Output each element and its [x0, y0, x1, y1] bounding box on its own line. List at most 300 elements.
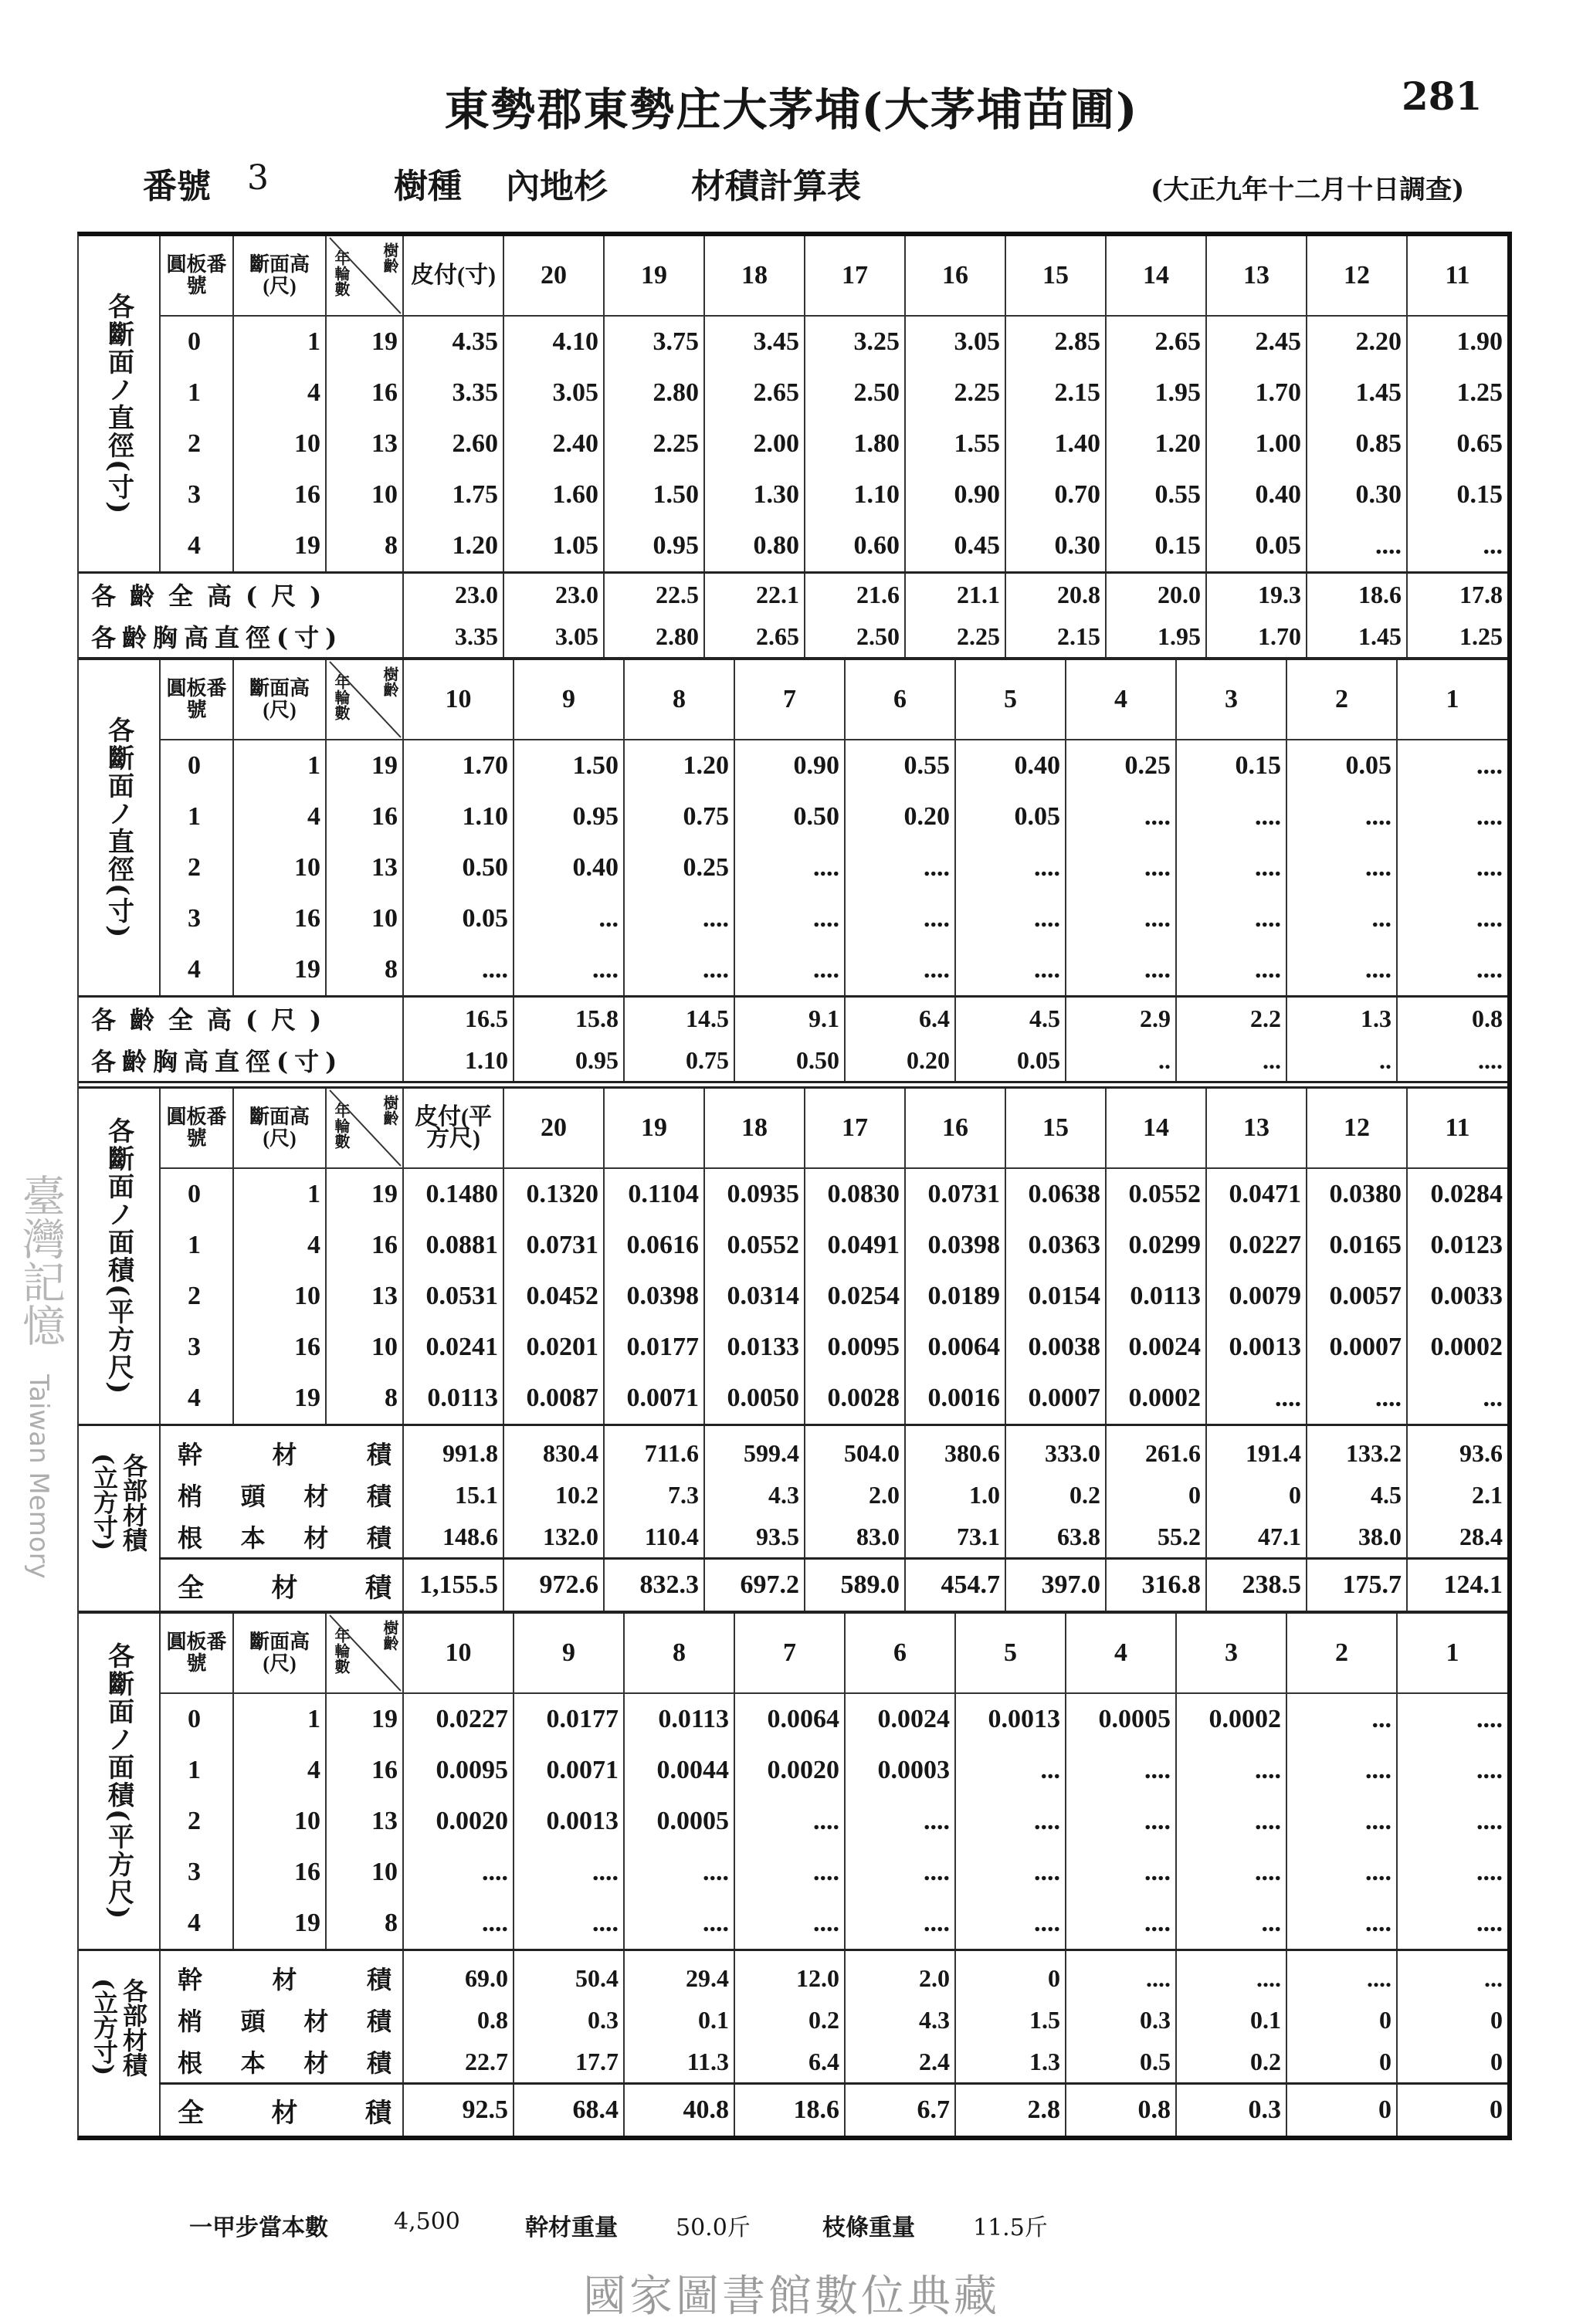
- table-row: [79, 1796, 1507, 1847]
- value-cell: 0.0165: [1307, 1220, 1407, 1271]
- section-height-header: 斷面高(尺): [233, 1089, 326, 1168]
- column-header: 皮付(寸): [403, 236, 503, 316]
- plate-number: 0: [160, 1693, 233, 1745]
- value-cell: 0.1480: [403, 1168, 503, 1220]
- value-cell: 1.10: [805, 469, 905, 520]
- value-cell: 0.8: [403, 1999, 514, 2041]
- stem-volume-row: [79, 1425, 1507, 1475]
- column-header: 11: [1407, 1089, 1507, 1168]
- value-cell: 1.25: [1407, 368, 1507, 418]
- plate-number: 2: [160, 418, 233, 469]
- value-cell: 38.0: [1307, 1516, 1407, 1559]
- tree-age-label: 樹齡: [381, 666, 398, 697]
- value-cell: 0: [1206, 1474, 1307, 1516]
- value-cell: 316.8: [1106, 1559, 1206, 1611]
- value-cell: 2.25: [905, 615, 1005, 657]
- value-cell: 1.10: [403, 1039, 514, 1081]
- value-cell: 0.60: [805, 520, 905, 573]
- ring-count-label: 年輪數: [332, 674, 349, 720]
- value-cell: 1.90: [1407, 316, 1507, 368]
- volume-side-cell: [79, 1950, 160, 2136]
- value-cell: 1,155.5: [403, 1559, 503, 1611]
- table-row: [79, 842, 1507, 893]
- value-cell: 1.20: [624, 740, 734, 791]
- value-cell: ...: [955, 1745, 1066, 1796]
- table-row: [79, 418, 1507, 469]
- value-cell: ....: [1397, 791, 1507, 842]
- value-cell: 0.3: [1176, 2084, 1286, 2136]
- value-cell: 4.3: [704, 1474, 805, 1516]
- value-cell: ....: [624, 944, 734, 997]
- value-cell: 711.6: [604, 1425, 704, 1475]
- diameter-table: [79, 236, 1507, 657]
- value-cell: 1.45: [1307, 368, 1407, 418]
- column-header: 15: [1005, 1089, 1106, 1168]
- value-cell: 68.4: [514, 2084, 624, 2136]
- value-cell: 0.0177: [604, 1322, 704, 1373]
- value-cell: ....: [1286, 1898, 1397, 1950]
- tree-age-label: 樹齡: [381, 1095, 398, 1126]
- value-cell: 0.0005: [624, 1796, 734, 1847]
- plate-number: 1: [160, 1220, 233, 1271]
- value-cell: 0.95: [514, 1039, 624, 1081]
- section-height: 4: [233, 791, 326, 842]
- plate-number-header: 圓板番號: [160, 660, 233, 740]
- value-cell: 0.0020: [734, 1745, 845, 1796]
- value-cell: ....: [1176, 791, 1286, 842]
- value-cell: ....: [624, 893, 734, 944]
- section-height: 10: [233, 842, 326, 893]
- value-cell: 0.0314: [704, 1271, 805, 1322]
- value-cell: 2.15: [1005, 615, 1106, 657]
- column-header: 13: [1206, 1089, 1307, 1168]
- branch-weight-value: 11.5斤: [973, 2214, 1048, 2241]
- section-height: 4: [233, 1220, 326, 1271]
- diameter-table: [79, 660, 1507, 1081]
- value-cell: 148.6: [403, 1516, 503, 1559]
- top-volume-label: 梢頭材積: [160, 1999, 403, 2041]
- value-cell: 73.1: [905, 1516, 1005, 1559]
- value-cell: ..: [1286, 1039, 1397, 1081]
- ring-count: 10: [326, 469, 403, 520]
- taiwan-memory-watermark: 臺灣記憶: [15, 1174, 66, 1347]
- value-cell: 0.05: [1206, 520, 1307, 573]
- table-row: [79, 469, 1507, 520]
- value-cell: ....: [514, 944, 624, 997]
- value-cell: 0.0050: [704, 1373, 805, 1425]
- value-cell: 0.30: [1005, 520, 1106, 573]
- ring-count: 16: [326, 368, 403, 418]
- ring-age-header: [326, 1614, 403, 1693]
- value-cell: 0.0005: [1066, 1693, 1176, 1745]
- value-cell: 6.7: [845, 2084, 955, 2136]
- ring-age-header: [326, 660, 403, 740]
- value-cell: 3.05: [905, 316, 1005, 368]
- value-cell: 110.4: [604, 1516, 704, 1559]
- plate-number: 0: [160, 740, 233, 791]
- column-header: 皮付(平方尺): [403, 1089, 503, 1168]
- value-cell: 0.0189: [905, 1271, 1005, 1322]
- value-cell: ....: [1397, 842, 1507, 893]
- value-cell: 0.0881: [403, 1220, 503, 1271]
- value-cell: 19.3: [1206, 573, 1307, 616]
- value-cell: 2.80: [604, 368, 704, 418]
- header-row: [79, 1614, 1507, 1693]
- ring-count: 10: [326, 893, 403, 944]
- section-height: 10: [233, 418, 326, 469]
- value-cell: 0.0079: [1206, 1271, 1307, 1322]
- value-cell: 0.0044: [624, 1745, 734, 1796]
- number-value: 3: [247, 158, 269, 198]
- value-cell: 2.45: [1206, 316, 1307, 368]
- all-volume-label: 全材積: [160, 2084, 403, 2136]
- column-header: 2: [1286, 660, 1397, 740]
- table-row: [79, 1271, 1507, 1322]
- value-cell: 12.0: [734, 1950, 845, 2000]
- value-cell: 9.1: [734, 997, 845, 1040]
- ring-count-label: 年輪數: [332, 250, 349, 296]
- ring-count: 8: [326, 1898, 403, 1950]
- value-cell: 0.40: [955, 740, 1066, 791]
- value-cell: ....: [1397, 1745, 1507, 1796]
- plate-number: 4: [160, 944, 233, 997]
- section-height: 16: [233, 1322, 326, 1373]
- value-cell: 0.0013: [1206, 1322, 1307, 1373]
- plate-number-header: 圓板番號: [160, 1089, 233, 1168]
- value-cell: 0.0024: [1106, 1322, 1206, 1373]
- column-header: 17: [805, 1089, 905, 1168]
- column-header: 3: [1176, 1614, 1286, 1693]
- value-cell: 1.55: [905, 418, 1005, 469]
- value-cell: ....: [1066, 1745, 1176, 1796]
- value-cell: 0.3: [514, 1999, 624, 2041]
- value-cell: 0.3: [1066, 1999, 1176, 2041]
- value-cell: 0.1: [624, 1999, 734, 2041]
- value-cell: 22.7: [403, 2041, 514, 2084]
- table-row: [79, 1693, 1507, 1745]
- column-header: 9: [514, 660, 624, 740]
- value-cell: ....: [734, 1847, 845, 1898]
- trees-per-kou-label: 一甲步當本數: [189, 2214, 328, 2241]
- value-cell: ....: [1397, 1039, 1507, 1081]
- table-row: [79, 944, 1507, 997]
- plate-number: 4: [160, 1373, 233, 1425]
- ring-count: 19: [326, 1693, 403, 1745]
- ring-count-label: 年輪數: [332, 1103, 349, 1149]
- value-cell: 2.9: [1066, 997, 1176, 1040]
- value-cell: 3.75: [604, 316, 704, 368]
- value-cell: ....: [1397, 740, 1507, 791]
- value-cell: 0.0113: [624, 1693, 734, 1745]
- value-cell: 0.65: [1407, 418, 1507, 469]
- column-header: 8: [624, 660, 734, 740]
- value-cell: 1.10: [403, 791, 514, 842]
- value-cell: 0.0064: [734, 1693, 845, 1745]
- value-cell: ....: [403, 944, 514, 997]
- column-header: 5: [955, 1614, 1066, 1693]
- value-cell: 10.2: [503, 1474, 604, 1516]
- value-cell: 830.4: [503, 1425, 604, 1475]
- taiwan-memory-watermark-en: Taiwan Memory: [23, 1374, 54, 1579]
- value-cell: 1.3: [1286, 997, 1397, 1040]
- value-cell: 2.65: [704, 615, 805, 657]
- plate-number: 3: [160, 469, 233, 520]
- header-row: [79, 1089, 1507, 1168]
- plate-number-header: 圓板番號: [160, 236, 233, 316]
- value-cell: 2.40: [503, 418, 604, 469]
- ring-count: 19: [326, 1168, 403, 1220]
- total-height-row: [79, 573, 1507, 616]
- value-cell: ....: [1066, 944, 1176, 997]
- value-cell: ....: [1066, 1950, 1176, 2000]
- value-cell: 0.0380: [1307, 1168, 1407, 1220]
- value-cell: ....: [734, 893, 845, 944]
- value-cell: 0.15: [1407, 469, 1507, 520]
- value-cell: 0.85: [1307, 418, 1407, 469]
- value-cell: 18.6: [734, 2084, 845, 2136]
- species-label: 樹種: [394, 167, 462, 206]
- value-cell: 0.95: [604, 520, 704, 573]
- root-volume-label: 根本材積: [160, 2041, 403, 2084]
- stem-volume-row: [79, 1950, 1507, 2000]
- ring-count: 8: [326, 944, 403, 997]
- value-cell: 0.8: [1066, 2084, 1176, 2136]
- tree-age-label: 樹齡: [381, 242, 398, 273]
- value-cell: 22.5: [604, 573, 704, 616]
- table-row: [79, 1745, 1507, 1796]
- all-volume-row: [79, 1559, 1507, 1611]
- section-height: 19: [233, 1373, 326, 1425]
- value-cell: 0.20: [845, 1039, 955, 1081]
- value-cell: 0.0028: [805, 1373, 905, 1425]
- value-cell: 0.50: [734, 1039, 845, 1081]
- value-cell: ....: [1397, 1847, 1507, 1898]
- value-cell: 1.45: [1307, 615, 1407, 657]
- plate-number: 0: [160, 1168, 233, 1220]
- all-volume-label: 全材積: [160, 1559, 403, 1611]
- value-cell: 0.0016: [905, 1373, 1005, 1425]
- value-cell: ...: [1407, 520, 1507, 573]
- ring-count: 10: [326, 1322, 403, 1373]
- column-header: 4: [1066, 660, 1176, 740]
- diameter-side-label: 各斷面ノ直徑(寸): [103, 716, 134, 940]
- archive-watermark: 國家圖書館數位典藏: [583, 2271, 1000, 2322]
- volume-side-label: 各部材積(立方寸): [90, 1977, 148, 2077]
- value-cell: 1.60: [503, 469, 604, 520]
- value-cell: 2.8: [955, 2084, 1066, 2136]
- value-cell: 69.0: [403, 1950, 514, 2000]
- value-cell: 2.1: [1407, 1474, 1507, 1516]
- column-header: 19: [604, 1089, 704, 1168]
- value-cell: 18.6: [1307, 573, 1407, 616]
- value-cell: 0: [1286, 1999, 1397, 2041]
- value-cell: 1.20: [1106, 418, 1206, 469]
- value-cell: ...: [514, 893, 624, 944]
- value-cell: 1.5: [955, 1999, 1066, 2041]
- value-cell: ....: [1307, 520, 1407, 573]
- value-cell: 454.7: [905, 1559, 1005, 1611]
- value-cell: ....: [955, 842, 1066, 893]
- value-cell: 0.0552: [704, 1220, 805, 1271]
- value-cell: ....: [955, 1796, 1066, 1847]
- value-cell: ....: [1307, 1373, 1407, 1425]
- value-cell: 0.50: [403, 842, 514, 893]
- plate-number: 1: [160, 368, 233, 418]
- column-header: 7: [734, 1614, 845, 1693]
- value-cell: ....: [1397, 1796, 1507, 1847]
- value-cell: 16.5: [403, 997, 514, 1040]
- value-cell: 14.5: [624, 997, 734, 1040]
- value-cell: ....: [955, 893, 1066, 944]
- value-cell: 1.75: [403, 469, 503, 520]
- value-cell: ....: [734, 944, 845, 997]
- value-cell: 0.0057: [1307, 1271, 1407, 1322]
- section-height: 1: [233, 740, 326, 791]
- ring-count: 13: [326, 1796, 403, 1847]
- value-cell: 697.2: [704, 1559, 805, 1611]
- value-cell: 0.75: [624, 1039, 734, 1081]
- volume-calculation-table: [77, 232, 1512, 2140]
- table-row: [79, 791, 1507, 842]
- ring-count: 19: [326, 740, 403, 791]
- value-cell: ....: [845, 842, 955, 893]
- value-cell: 2.2: [1176, 997, 1286, 1040]
- ring-age-header: [326, 236, 403, 316]
- value-cell: 0: [1106, 1474, 1206, 1516]
- value-cell: ....: [1286, 944, 1397, 997]
- value-cell: 1.00: [1206, 418, 1307, 469]
- value-cell: ...: [1286, 1693, 1397, 1745]
- value-cell: 0.0398: [604, 1271, 704, 1322]
- root-volume-row: [79, 1516, 1507, 1559]
- value-cell: ....: [1286, 842, 1397, 893]
- value-cell: ...: [1176, 1039, 1286, 1081]
- section-height: 19: [233, 944, 326, 997]
- value-cell: ....: [734, 1898, 845, 1950]
- value-cell: ....: [1066, 1796, 1176, 1847]
- value-cell: 0.0491: [805, 1220, 905, 1271]
- column-header: 18: [704, 1089, 805, 1168]
- value-cell: 50.4: [514, 1950, 624, 2000]
- value-cell: ....: [1066, 842, 1176, 893]
- value-cell: 0.0552: [1106, 1168, 1206, 1220]
- value-cell: 0.45: [905, 520, 1005, 573]
- value-cell: 2.50: [805, 615, 905, 657]
- value-cell: 0.40: [1206, 469, 1307, 520]
- value-cell: 0.0002: [1106, 1373, 1206, 1425]
- value-cell: 2.80: [604, 615, 704, 657]
- value-cell: ....: [1397, 1693, 1507, 1745]
- breast-diameter-row-label: 各齡胸高直徑(寸): [91, 1047, 344, 1076]
- value-cell: 0.55: [845, 740, 955, 791]
- value-cell: 261.6: [1106, 1425, 1206, 1475]
- diameter-side-label: 各斷面ノ直徑(寸): [103, 292, 134, 516]
- value-cell: 92.5: [403, 2084, 514, 2136]
- value-cell: 191.4: [1206, 1425, 1307, 1475]
- value-cell: ....: [514, 1847, 624, 1898]
- total-height-row-label: 各齡全高(尺): [79, 997, 403, 1040]
- value-cell: 3.25: [805, 316, 905, 368]
- value-cell: 0: [1397, 2084, 1507, 2136]
- column-header: 12: [1307, 236, 1407, 316]
- value-cell: 40.8: [624, 2084, 734, 2136]
- value-cell: 0.1320: [503, 1168, 604, 1220]
- value-cell: 0.0087: [503, 1373, 604, 1425]
- section-height: 1: [233, 316, 326, 368]
- value-cell: ...: [1397, 1950, 1507, 2000]
- value-cell: 3.35: [403, 368, 503, 418]
- column-header: 14: [1106, 1089, 1206, 1168]
- column-header: 17: [805, 236, 905, 316]
- column-header: 20: [503, 236, 604, 316]
- value-cell: 0: [1286, 2084, 1397, 2136]
- value-cell: 0.25: [624, 842, 734, 893]
- value-cell: 175.7: [1307, 1559, 1407, 1611]
- value-cell: 124.1: [1407, 1559, 1507, 1611]
- value-cell: ....: [1176, 1796, 1286, 1847]
- value-cell: 22.1: [704, 573, 805, 616]
- value-cell: 1.25: [1407, 615, 1507, 657]
- value-cell: 0: [1397, 2041, 1507, 2084]
- value-cell: 0.0013: [514, 1796, 624, 1847]
- value-cell: 0.15: [1106, 520, 1206, 573]
- ring-count: 16: [326, 1745, 403, 1796]
- all-volume-row: [79, 2084, 1507, 2136]
- table-row: [79, 1373, 1507, 1425]
- value-cell: 0.0177: [514, 1693, 624, 1745]
- ring-age-header: [326, 1089, 403, 1168]
- top-volume-row: [79, 1474, 1507, 1516]
- value-cell: 4.10: [503, 316, 604, 368]
- value-cell: 1.3: [955, 2041, 1066, 2084]
- value-cell: 2.50: [805, 368, 905, 418]
- value-cell: 1.95: [1106, 615, 1206, 657]
- ring-count: 10: [326, 1847, 403, 1898]
- value-cell: 2.0: [805, 1474, 905, 1516]
- plate-number-header: 圓板番號: [160, 1614, 233, 1693]
- value-cell: ....: [845, 1796, 955, 1847]
- ring-count: 16: [326, 1220, 403, 1271]
- table-row: [79, 368, 1507, 418]
- value-cell: ..: [1066, 1039, 1176, 1081]
- section-height: 10: [233, 1271, 326, 1322]
- value-cell: 2.65: [704, 368, 805, 418]
- value-cell: 0.0227: [403, 1693, 514, 1745]
- value-cell: 1.70: [1206, 615, 1307, 657]
- breast-diameter-row: [79, 615, 1507, 657]
- value-cell: 1.0: [905, 1474, 1005, 1516]
- value-cell: 0.0398: [905, 1220, 1005, 1271]
- section-height: 16: [233, 1847, 326, 1898]
- column-header: 13: [1206, 236, 1307, 316]
- value-cell: 2.25: [905, 368, 1005, 418]
- value-cell: 4.5: [955, 997, 1066, 1040]
- value-cell: ....: [955, 1898, 1066, 1950]
- value-cell: 1.95: [1106, 368, 1206, 418]
- value-cell: 2.15: [1005, 368, 1106, 418]
- value-cell: 0.20: [845, 791, 955, 842]
- value-cell: 1.50: [604, 469, 704, 520]
- value-cell: 0.0299: [1106, 1220, 1206, 1271]
- section-height: 4: [233, 1745, 326, 1796]
- value-cell: 0.0616: [604, 1220, 704, 1271]
- value-cell: 0.0154: [1005, 1271, 1106, 1322]
- value-cell: 0.2: [734, 1999, 845, 2041]
- value-cell: 0.40: [514, 842, 624, 893]
- value-cell: 0: [1397, 1999, 1507, 2041]
- value-cell: ....: [1176, 842, 1286, 893]
- column-header: 4: [1066, 1614, 1176, 1693]
